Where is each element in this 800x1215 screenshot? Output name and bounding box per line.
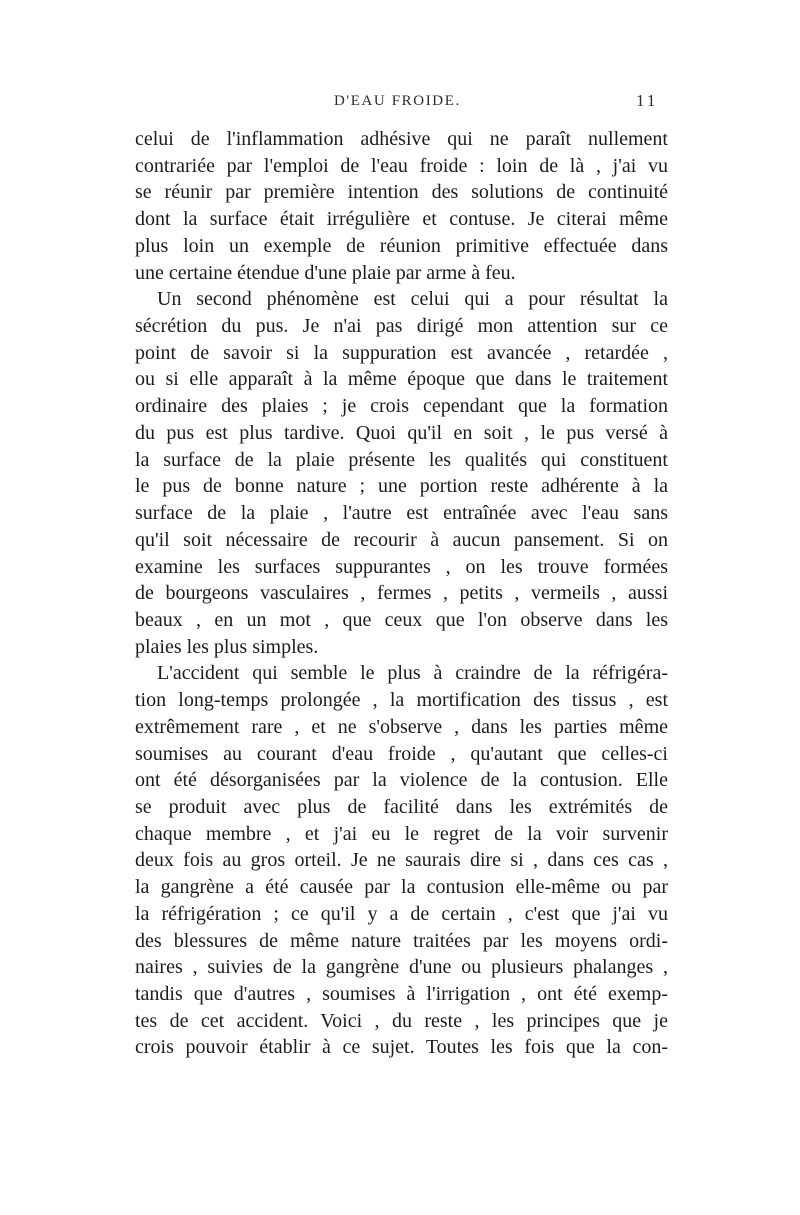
text-line: extrêmement rare , et ne s'observe , dans les parties même — [135, 715, 668, 738]
text-line: de bourgeons vasculaires , fermes , petits , vermeils , aussi — [135, 582, 668, 605]
text-line: tes de cet accident. Voici , du reste , les principes que je — [135, 1009, 668, 1032]
text-line: beaux , en un mot , que ceux que l'on observe dans les — [135, 608, 668, 631]
text-line: ordinaire des plaies ; je crois cependant que la formation — [135, 395, 668, 418]
text-line: une certaine étendue d'une plaie par arme à feu. — [135, 261, 516, 284]
paragraph-start-line: Un second phénomène est celui qui a pour résultat la — [157, 288, 668, 311]
text-line: le pus de bonne nature ; une portion reste adhérente à la — [135, 475, 668, 498]
body-text — [135, 126, 668, 1061]
text-line: se réunir par première intention des solutions de continuité — [135, 181, 668, 204]
text-line: plus loin un exemple de réunion primitive effectuée dans — [135, 234, 668, 257]
text-line: la gangrène a été causée par la contusion elle-même ou par — [135, 876, 668, 899]
text-line: la surface de la plaie présente les qualités qui constituent — [135, 448, 668, 471]
text-line: naires , suivies de la gangrène d'une ou plusieurs phalanges , — [135, 956, 668, 979]
text-line: dont la surface était irrégulière et contuse. Je citerai même — [135, 208, 668, 231]
page-number: 11 — [636, 91, 659, 110]
text-line: des blessures de même nature traitées par les moyens ordi- — [135, 929, 668, 952]
text-line: qu'il soit nécessaire de recourir à aucun pansement. Si on — [135, 528, 668, 551]
text-line: contrariée par l'emploi de l'eau froide : loin de là , j'ai vu — [135, 154, 668, 177]
text-line: crois pouvoir établir à ce sujet. Toutes les fois que la con- — [135, 1036, 668, 1059]
text-line: tandis que d'autres , soumises à l'irrigation , ont été exemp- — [135, 983, 668, 1005]
text-line: sécrétion du pus. Je n'ai pas dirigé mon attention sur ce — [135, 315, 668, 338]
text-line: deux fois au gros orteil. Je ne saurais dire si , dans ces cas , — [135, 849, 668, 872]
text-line: point de savoir si la suppuration est avancée , retardée , — [135, 341, 668, 364]
text-line: soumises au courant d'eau froide , qu'autant que celles-ci — [135, 742, 668, 765]
text-line: celui de l'inflammation adhésive qui ne paraît nullement — [135, 128, 668, 150]
text-line: ont été désorganisées par la violence de la contusion. Elle — [135, 769, 668, 792]
text-line: se produit avec plus de facilité dans les extrémités de — [135, 795, 668, 818]
text-line: plaies les plus simples. — [135, 635, 319, 658]
text-line: la réfrigération ; ce qu'il y a de certain , c'est que j'ai vu — [135, 902, 668, 925]
text-line: examine les surfaces suppurantes , on les trouve formées — [135, 555, 668, 578]
text-line: du pus est plus tardive. Quoi qu'il en soit , le pus versé à — [135, 421, 668, 444]
text-line: ou si elle apparaît à la même époque que dans le traitement — [135, 368, 668, 391]
paragraph-start-line: L'accident qui semble le plus à craindre de la réfrigéra- — [157, 662, 668, 685]
running-head: D'EAU FROIDE. — [334, 93, 461, 109]
text-line: chaque membre , et j'ai eu le regret de la voir survenir — [135, 822, 668, 845]
text-line: tion long-temps prolongée , la mortification des tissus , est — [135, 689, 668, 712]
text-line: surface de la plaie , l'autre est entraînée avec l'eau sans — [135, 502, 668, 525]
